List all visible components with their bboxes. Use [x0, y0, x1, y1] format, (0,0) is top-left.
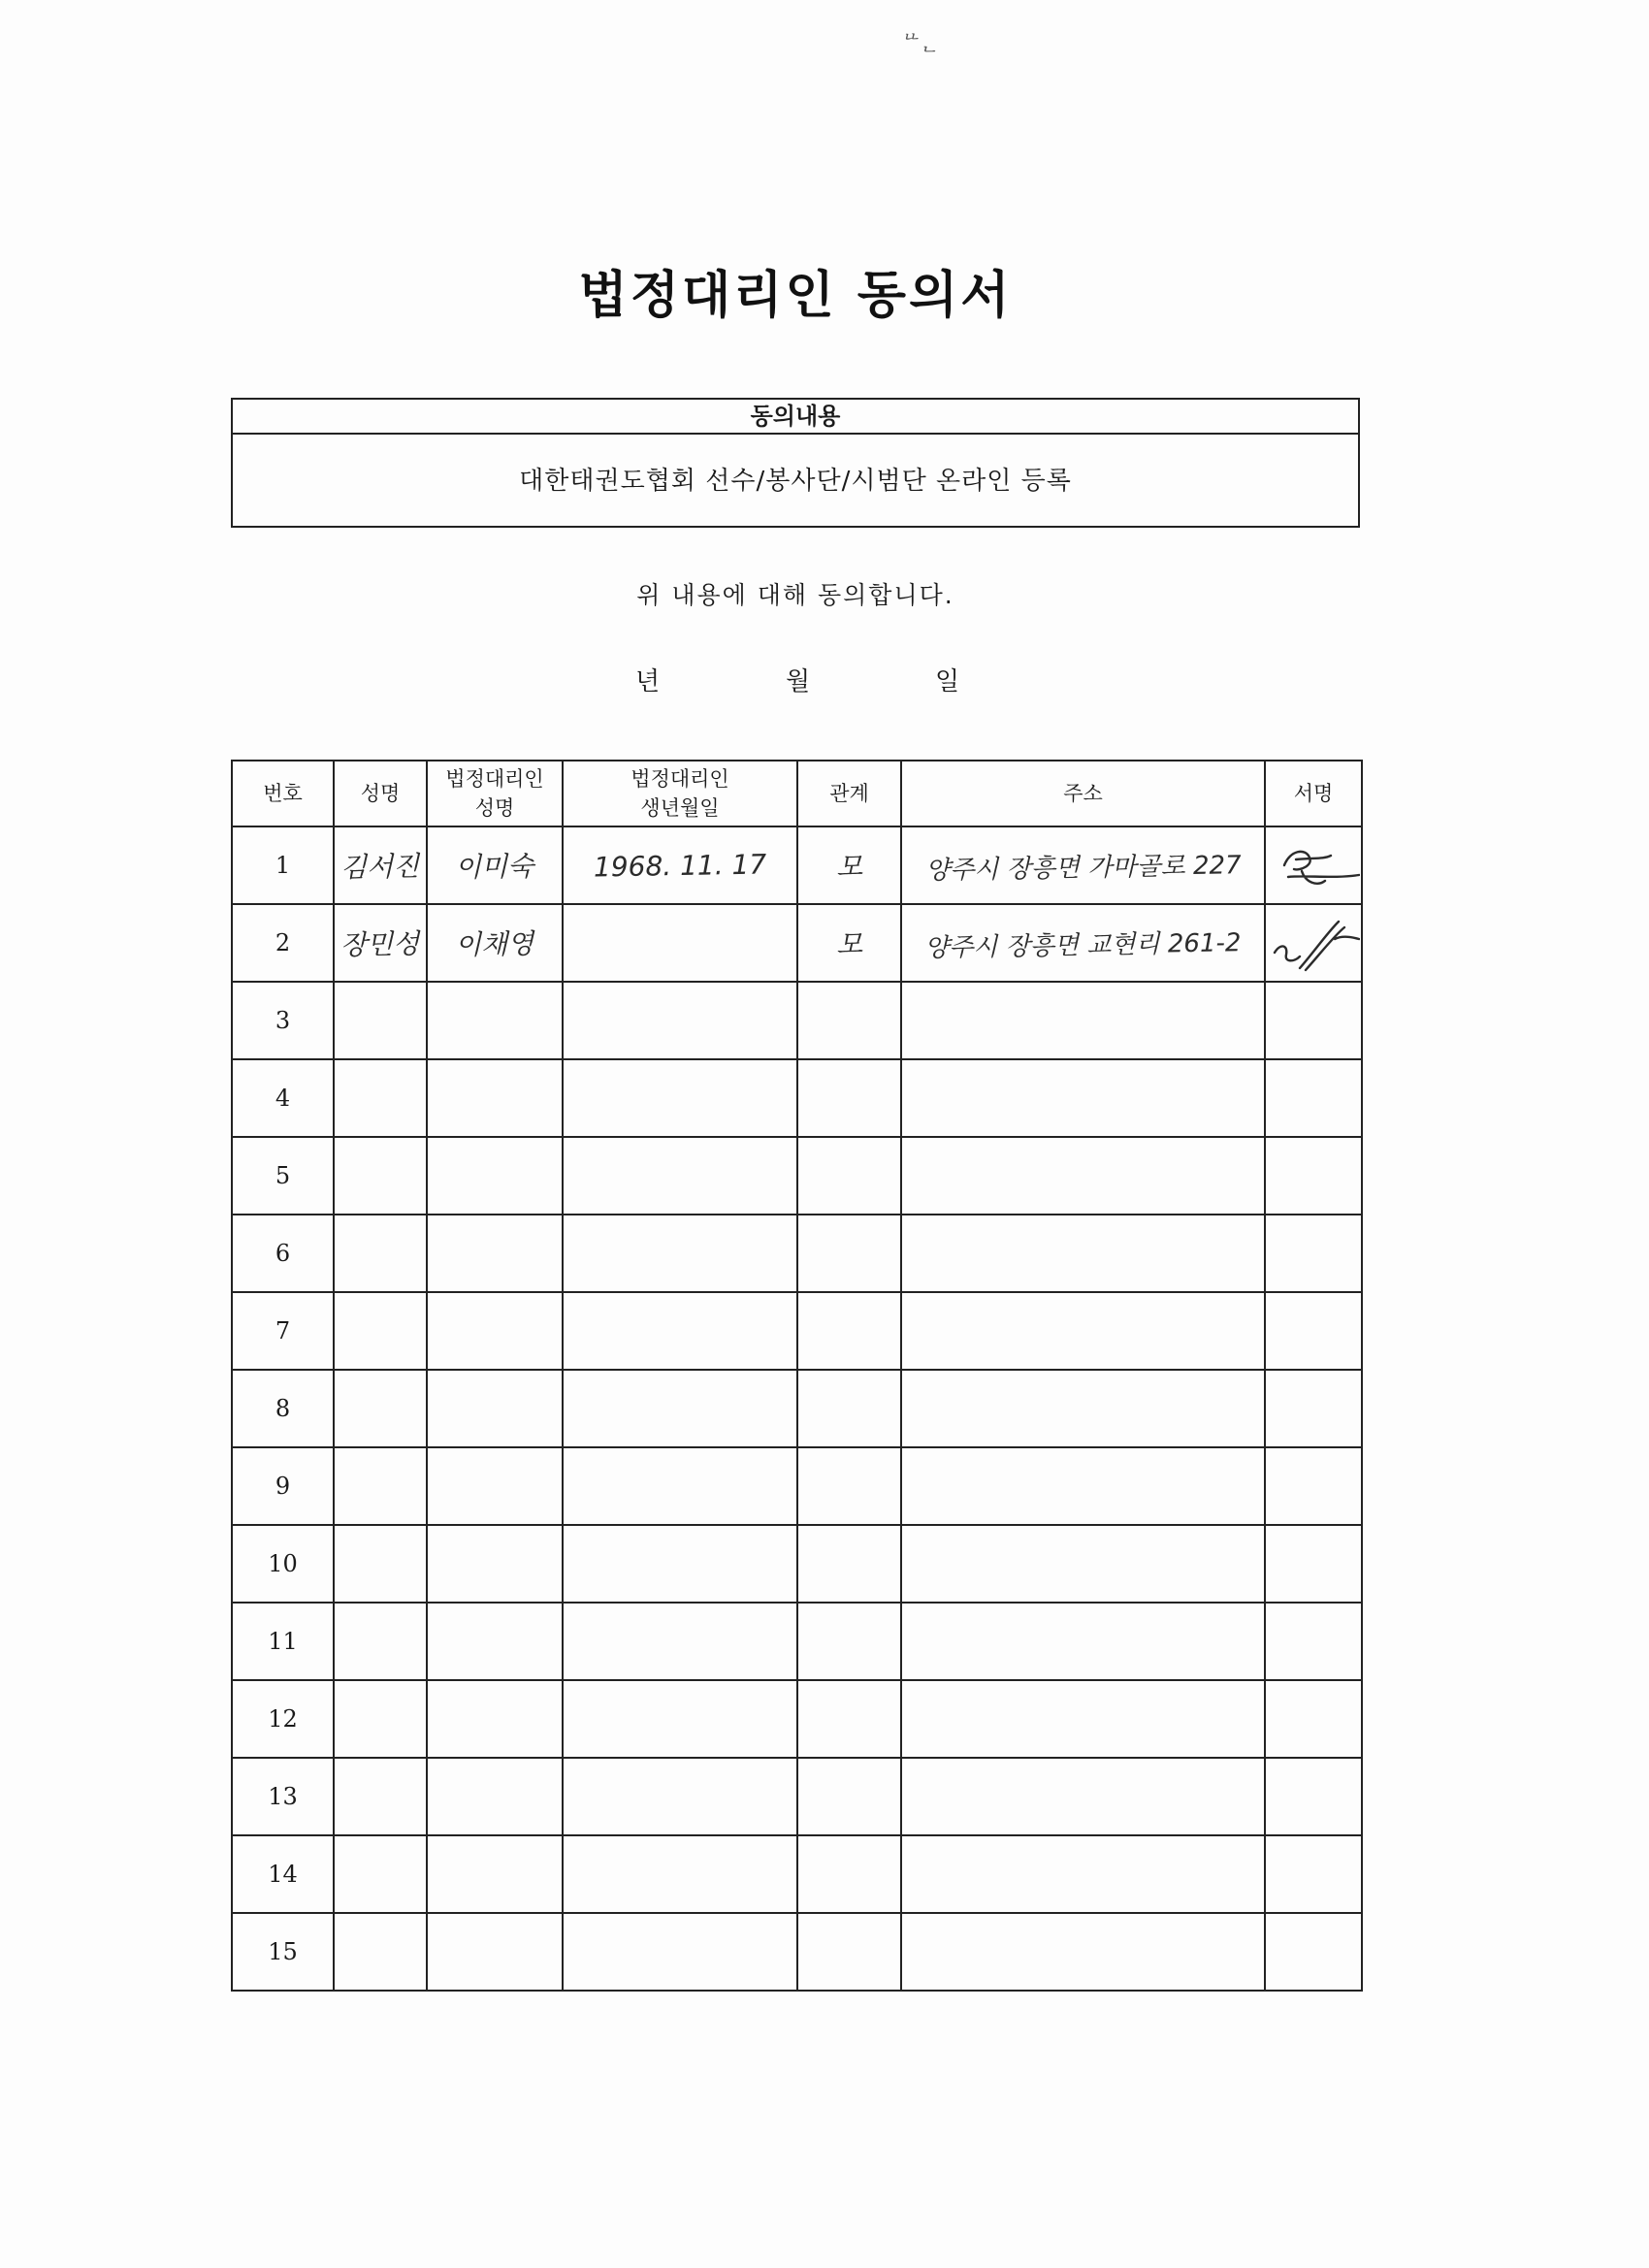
- table-row: [232, 1137, 1362, 1215]
- row-birth: [563, 1059, 797, 1137]
- table-row: [232, 826, 1362, 904]
- row-birth: [563, 1913, 797, 1991]
- row-name: [334, 1913, 427, 1991]
- row-birth: [563, 1525, 797, 1603]
- row-signature: [1265, 1758, 1362, 1835]
- row-address: [901, 1758, 1265, 1835]
- row-number: 14: [232, 1835, 334, 1913]
- row-address: [901, 982, 1265, 1059]
- row-number: 4: [232, 1059, 334, 1137]
- row-guardian: [427, 1137, 563, 1215]
- handwritten-name: 장민성: [340, 927, 420, 961]
- row-relation: [797, 1215, 901, 1292]
- row-address: [901, 1603, 1265, 1680]
- consent-heading: 동의내용: [233, 400, 1358, 435]
- row-guardian: [427, 1913, 563, 1991]
- handwritten-address: 양주시 장흥면 가마골로 227: [924, 850, 1242, 886]
- guardian-roster-table: [231, 760, 1363, 1992]
- row-relation: [797, 982, 901, 1059]
- row-number: 15: [232, 1913, 334, 1991]
- table-row: [232, 1370, 1362, 1447]
- row-number: 2: [232, 904, 334, 982]
- row-guardian: [427, 904, 563, 982]
- date-month-label: 월: [786, 667, 811, 697]
- handwritten-guardian: 이미숙: [455, 850, 534, 884]
- row-address: [901, 826, 1265, 904]
- header-guardian-birth-line1: 법정대리인: [630, 767, 729, 791]
- row-relation: [797, 1137, 901, 1215]
- row-name: [334, 1137, 427, 1215]
- row-relation: [797, 1758, 901, 1835]
- table-row: [232, 1447, 1362, 1525]
- row-number: 9: [232, 1447, 334, 1525]
- row-number: 6: [232, 1215, 334, 1292]
- row-guardian: [427, 1525, 563, 1603]
- row-name: [334, 1758, 427, 1835]
- header-guardian-birth-line2: 생년월일: [640, 796, 720, 820]
- row-number: 12: [232, 1680, 334, 1758]
- row-number: 3: [232, 982, 334, 1059]
- header-guardian-name-line2: 성명: [474, 796, 515, 820]
- row-guardian: [427, 1758, 563, 1835]
- row-name: [334, 1447, 427, 1525]
- row-signature: [1265, 1292, 1362, 1370]
- handwritten-guardian: 이채영: [455, 927, 534, 961]
- row-name: [334, 1292, 427, 1370]
- row-signature: [1265, 904, 1362, 982]
- table-body: [232, 826, 1362, 1991]
- row-birth: [563, 826, 797, 904]
- row-number: 10: [232, 1525, 334, 1603]
- row-address: [901, 1137, 1265, 1215]
- header-guardian-birth: [563, 761, 797, 826]
- row-name: [334, 1525, 427, 1603]
- header-relation: 관계: [797, 761, 901, 826]
- table-row: [232, 1835, 1362, 1913]
- table-row: [232, 1059, 1362, 1137]
- header-name: 성명: [334, 761, 427, 826]
- handwritten-birth: 1968. 11. 17: [593, 847, 767, 884]
- row-birth: [563, 1370, 797, 1447]
- header-guardian-name: [427, 761, 563, 826]
- row-signature: [1265, 1525, 1362, 1603]
- row-number: 8: [232, 1370, 334, 1447]
- row-signature: [1265, 1603, 1362, 1680]
- row-birth: [563, 1137, 797, 1215]
- row-number: 7: [232, 1292, 334, 1370]
- row-address: [901, 1370, 1265, 1447]
- handwritten-relation: 모: [835, 850, 863, 884]
- row-signature: [1265, 1680, 1362, 1758]
- row-name: [334, 1059, 427, 1137]
- row-number: 11: [232, 1603, 334, 1680]
- row-name: [334, 1603, 427, 1680]
- row-birth: [563, 1292, 797, 1370]
- table-row: [232, 1913, 1362, 1991]
- row-name: [334, 826, 427, 904]
- row-signature: [1265, 1447, 1362, 1525]
- row-relation: [797, 904, 901, 982]
- row-signature: [1265, 1137, 1362, 1215]
- row-relation: [797, 1447, 901, 1525]
- row-birth: [563, 1447, 797, 1525]
- row-address: [901, 1525, 1265, 1603]
- signature-scribble-icon: [1267, 836, 1360, 894]
- table-header-row: [232, 761, 1362, 826]
- row-relation: [797, 1059, 901, 1137]
- row-address: [901, 1447, 1265, 1525]
- row-signature: [1265, 1215, 1362, 1292]
- row-guardian: [427, 1603, 563, 1680]
- row-number: 1: [232, 826, 334, 904]
- row-guardian: [427, 1370, 563, 1447]
- row-address: [901, 1913, 1265, 1991]
- scan-mark: ᄔᆫ: [898, 32, 940, 56]
- table-row: [232, 982, 1362, 1059]
- header-signature: 서명: [1265, 761, 1362, 826]
- row-signature: [1265, 982, 1362, 1059]
- table-row: [232, 1215, 1362, 1292]
- header-number: 번호: [232, 761, 334, 826]
- row-birth: [563, 904, 797, 982]
- header-address: 주소: [901, 761, 1265, 826]
- row-guardian: [427, 982, 563, 1059]
- row-relation: [797, 1292, 901, 1370]
- row-relation: [797, 1370, 901, 1447]
- agree-statement: 위 내용에 대해 동의합니다.: [636, 581, 954, 609]
- row-address: [901, 1292, 1265, 1370]
- row-address: [901, 1215, 1265, 1292]
- row-relation: [797, 1525, 901, 1603]
- row-relation: [797, 826, 901, 904]
- handwritten-relation: 모: [835, 927, 863, 961]
- row-guardian: [427, 1292, 563, 1370]
- table-row: [232, 1603, 1362, 1680]
- row-relation: [797, 1680, 901, 1758]
- row-relation: [797, 1835, 901, 1913]
- row-name: [334, 1835, 427, 1913]
- row-guardian: [427, 1680, 563, 1758]
- row-name: [334, 982, 427, 1059]
- row-birth: [563, 1758, 797, 1835]
- table-row: [232, 1680, 1362, 1758]
- row-guardian: [427, 1447, 563, 1525]
- row-relation: [797, 1603, 901, 1680]
- signature-scribble-icon: [1267, 914, 1360, 972]
- date-year-label: 년: [635, 667, 661, 697]
- date-day-label: 일: [935, 667, 960, 697]
- row-relation: [797, 1913, 901, 1991]
- row-guardian: [427, 1215, 563, 1292]
- row-birth: [563, 1215, 797, 1292]
- row-address: [901, 904, 1265, 982]
- row-guardian: [427, 1059, 563, 1137]
- row-name: [334, 1370, 427, 1447]
- row-signature: [1265, 826, 1362, 904]
- row-signature: [1265, 1835, 1362, 1913]
- table-row: [232, 1525, 1362, 1603]
- row-guardian: [427, 1835, 563, 1913]
- row-signature: [1265, 1913, 1362, 1991]
- row-birth: [563, 1835, 797, 1913]
- row-address: [901, 1835, 1265, 1913]
- table-row: [232, 1292, 1362, 1370]
- header-guardian-name-line1: 법정대리인: [445, 767, 544, 791]
- row-signature: [1265, 1059, 1362, 1137]
- row-birth: [563, 1680, 797, 1758]
- document-title: 법정대리인 동의서: [578, 266, 1013, 325]
- table-row: [232, 904, 1362, 982]
- row-number: 13: [232, 1758, 334, 1835]
- consent-body: 대한태권도협회 선수/봉사단/시범단 온라인 등록: [519, 467, 1072, 496]
- handwritten-name: 김서진: [340, 850, 420, 884]
- handwritten-address: 양주시 장흥면 교현리 261-2: [924, 927, 1242, 963]
- row-number: 5: [232, 1137, 334, 1215]
- table-row: [232, 1758, 1362, 1835]
- row-address: [901, 1059, 1265, 1137]
- row-signature: [1265, 1370, 1362, 1447]
- row-name: [334, 904, 427, 982]
- row-address: [901, 1680, 1265, 1758]
- row-name: [334, 1215, 427, 1292]
- consent-box: [231, 398, 1360, 528]
- row-birth: [563, 1603, 797, 1680]
- row-birth: [563, 982, 797, 1059]
- row-name: [334, 1680, 427, 1758]
- row-guardian: [427, 826, 563, 904]
